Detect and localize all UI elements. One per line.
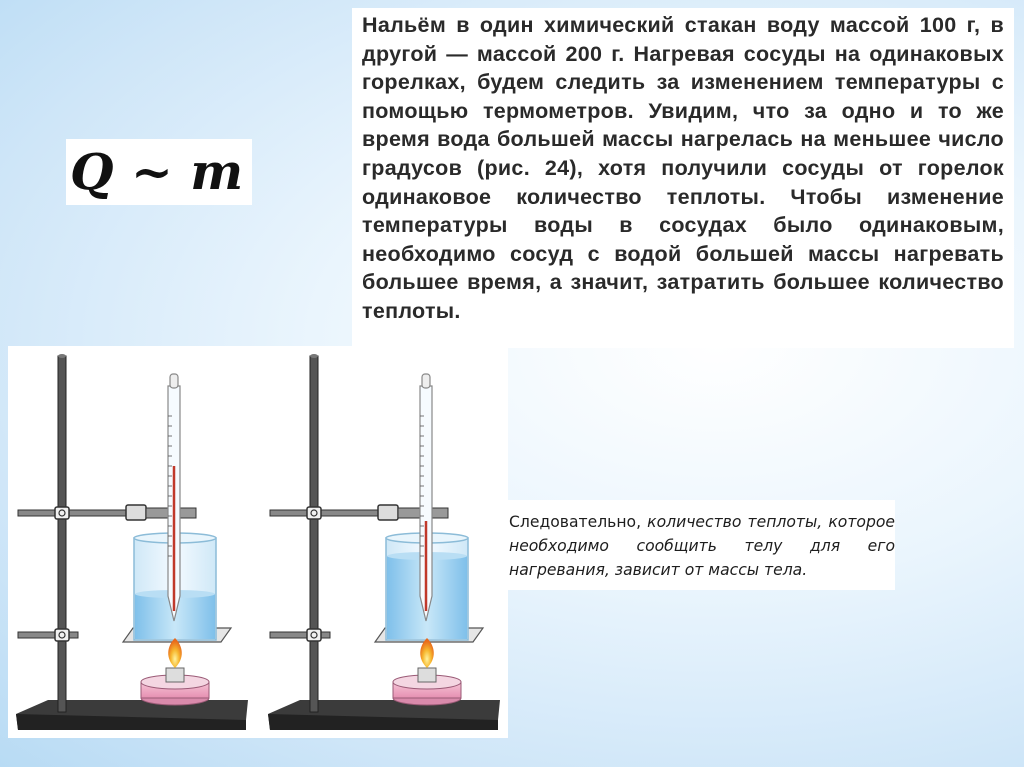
formula-q-m: Q ~ m	[66, 139, 252, 205]
conclusion-emphasis: количество теплоты, которое необходимо сообщить телу для его нагревания, зависит от массы тела.	[509, 513, 895, 579]
conclusion-box	[503, 500, 895, 590]
experiment-figure	[8, 346, 508, 738]
text-paragraph	[352, 8, 1014, 348]
conclusion-text	[509, 510, 895, 582]
right-setup	[268, 354, 500, 730]
conclusion-lead: Следовательно,	[509, 513, 648, 531]
paragraph-text: Нальём в один химический стакан воду массой 100 г, в другой — массой 200 г. Нагревая сосуды на одинаковых горелках, будем следить за изменением температуры с помощью термометров. Увидим, что за одно и то же время вода большей массы нагрелась на меньшее число градусов (рис. 24), хотя получили сосуды от горелок одинаковое количество теплоты. Чтобы изменение температуры воды в сосудах было одинаковым, необходимо сосуд с водой большей массы нагревать большее время, а значит, затратить большее количество теплоты.	[362, 13, 1004, 323]
experiment-illustration	[8, 346, 508, 738]
left-setup	[16, 354, 248, 730]
